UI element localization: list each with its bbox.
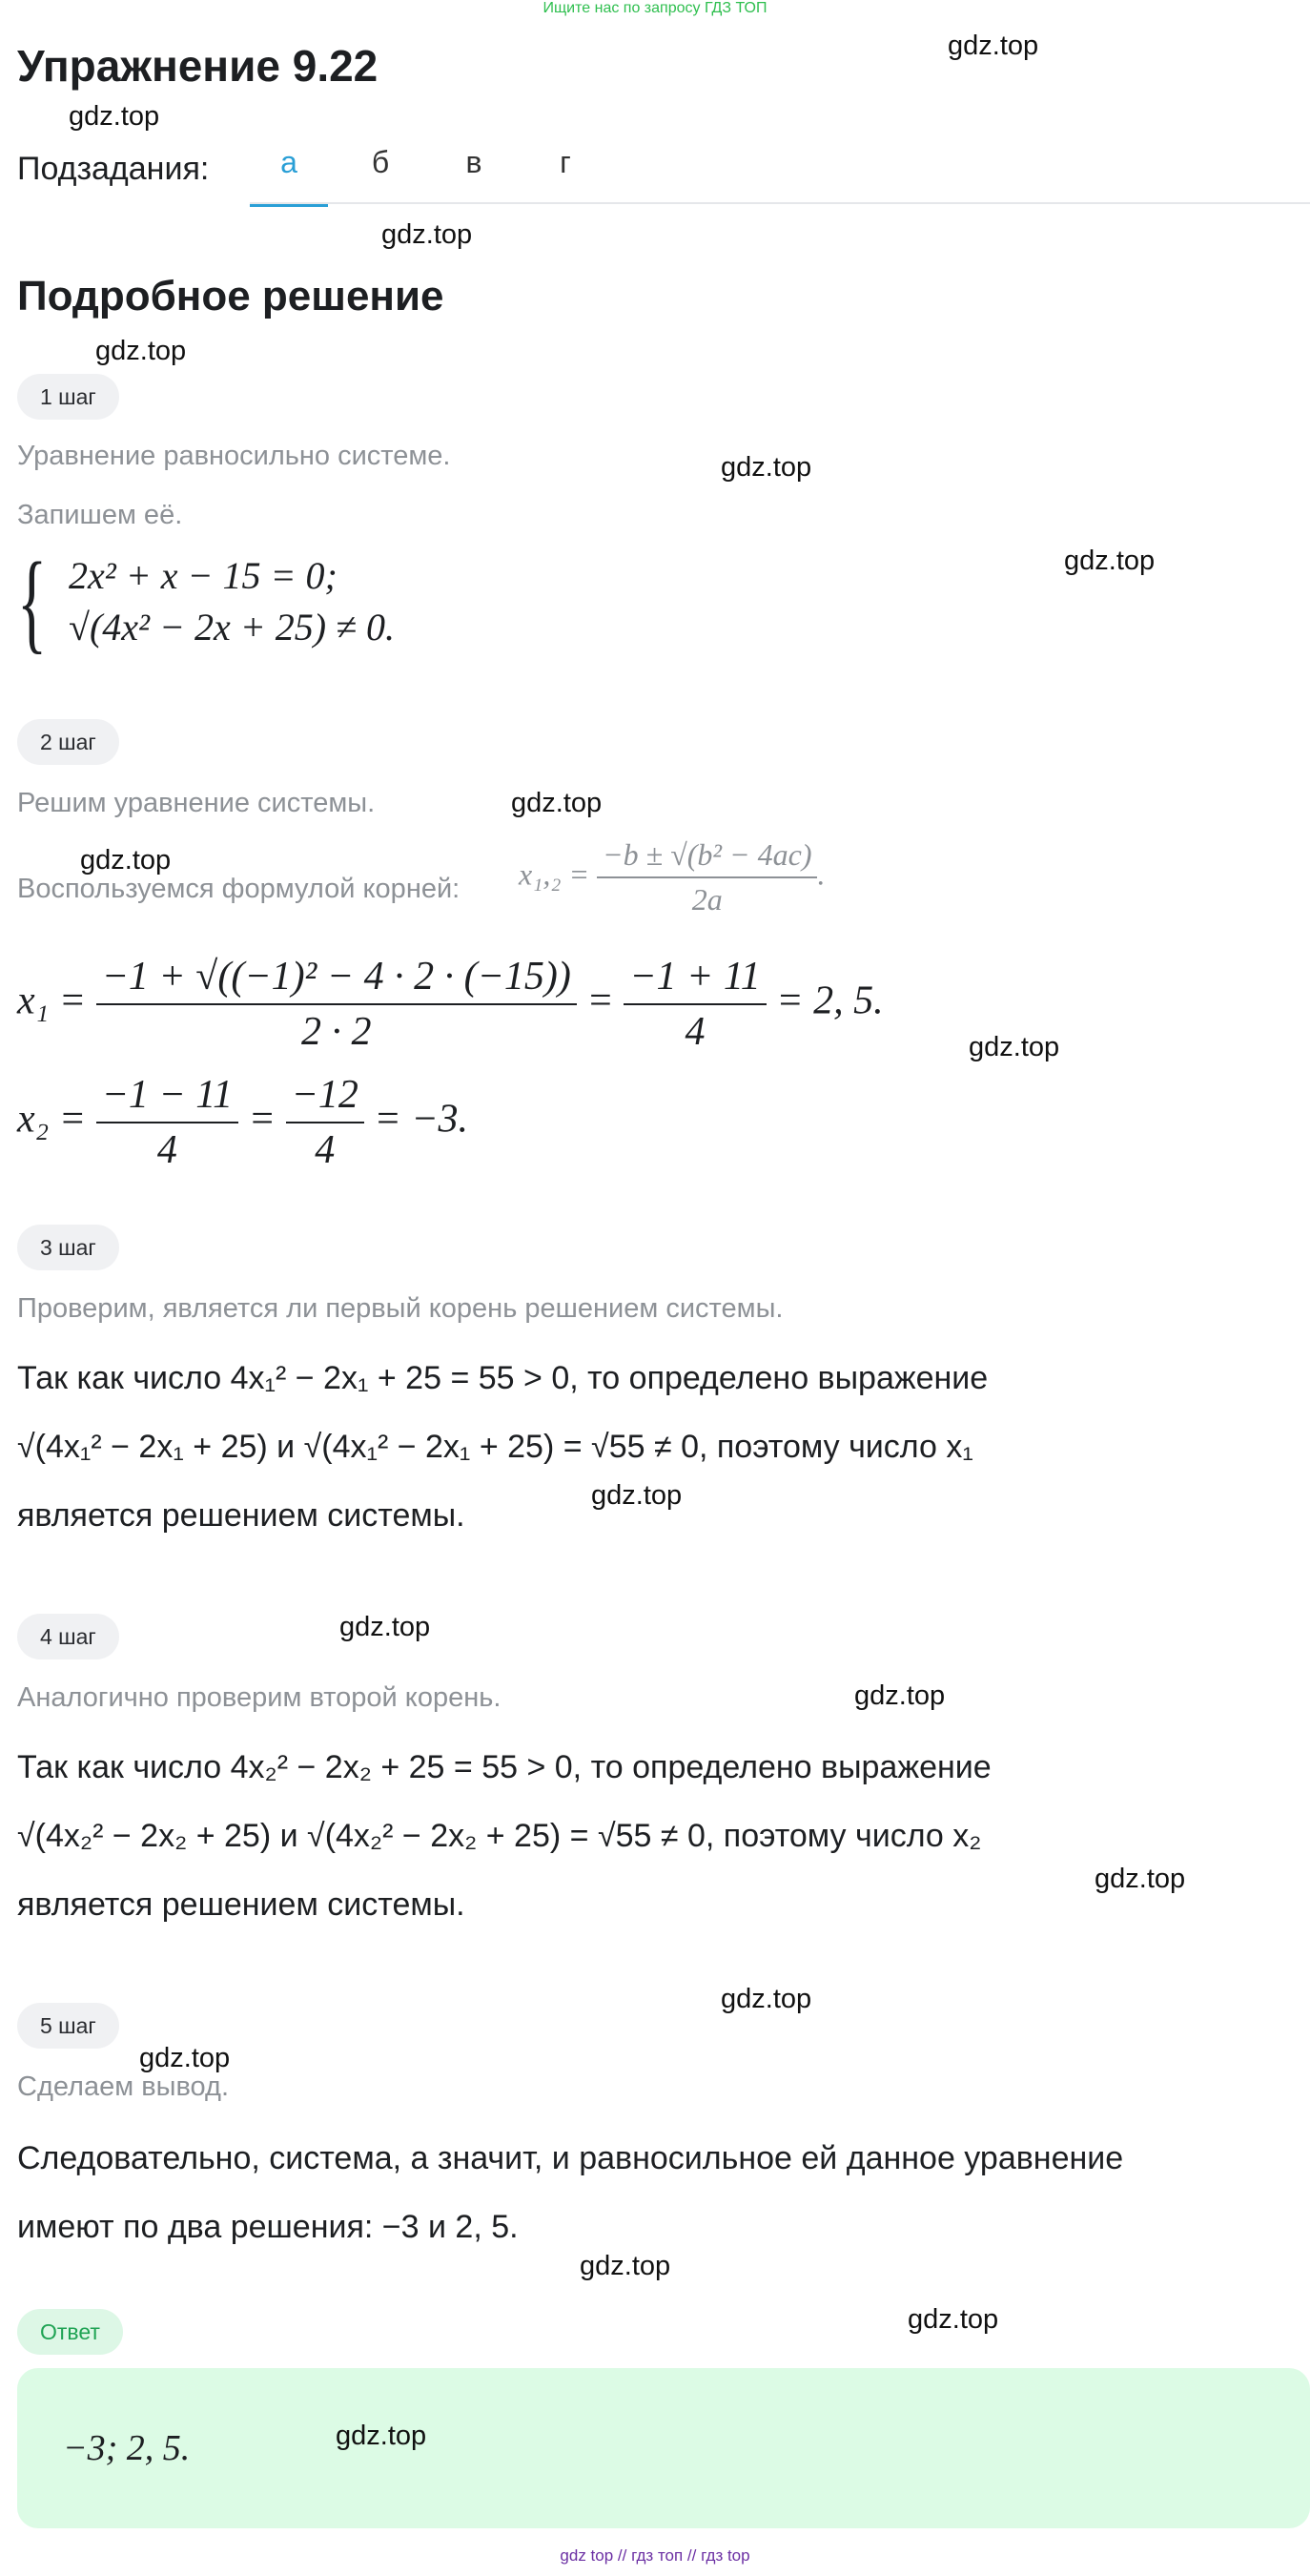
x1-fraction-2 bbox=[624, 954, 767, 1055]
answer-badge: Ответ bbox=[17, 2309, 123, 2355]
roots-formula-tail: . bbox=[817, 856, 826, 892]
x2-denominator: 4 bbox=[156, 1128, 177, 1172]
page-title: Упражнение 9.22 bbox=[17, 41, 379, 91]
system-equation-1: 2x² + x − 15 = 0; bbox=[69, 554, 338, 597]
step-2-line-2: Воспользуемся формулой корней: bbox=[17, 874, 461, 904]
roots-formula-numerator: −b ± √(b² − 4ac) bbox=[597, 837, 817, 878]
answer-box bbox=[17, 2368, 1310, 2528]
watermark: gdz.top bbox=[1064, 546, 1156, 576]
x1-lhs: x₁ = bbox=[17, 979, 87, 1023]
step-5-badge: 5 шаг bbox=[17, 2003, 119, 2049]
x1-equation bbox=[17, 954, 884, 1055]
watermark: gdz.top bbox=[95, 336, 187, 366]
watermark: gdz.top bbox=[80, 845, 172, 876]
watermark: gdz.top bbox=[381, 219, 473, 250]
watermark: gdz.top bbox=[1095, 1864, 1186, 1894]
subtasks-label: Подзадания: bbox=[17, 151, 210, 187]
step-4-badge: 4 шаг bbox=[17, 1614, 119, 1659]
x2-numerator: −1 − 11 bbox=[96, 1072, 239, 1123]
watermark: gdz.top bbox=[721, 1984, 812, 2014]
system-equation-2: √(4x² − 2x + 25) ≠ 0. bbox=[69, 606, 396, 649]
step-3-line-1: Проверим, является ли первый корень решением системы. bbox=[17, 1293, 784, 1324]
watermark: gdz.top bbox=[948, 31, 1039, 61]
step-4-text-2: √(4x₂² − 2x₂ + 25) и √(4x₂² − 2x₂ + 25) = √55 ≠ 0, поэтому число x₂ bbox=[17, 1818, 982, 1854]
step-5-text-1: Следовательно, система, а значит, и равносильное ей данное уравнение bbox=[17, 2140, 1124, 2176]
x2-result: = −3. bbox=[374, 1097, 469, 1142]
x1-denominator: 2 · 2 bbox=[300, 1010, 372, 1054]
step-4-text-3: является решением системы. bbox=[17, 1886, 465, 1923]
watermark: gdz.top bbox=[69, 101, 160, 132]
x2-fraction-2 bbox=[286, 1072, 364, 1173]
watermark: gdz.top bbox=[908, 2304, 999, 2335]
tab-subtask-g[interactable]: г bbox=[560, 145, 571, 179]
tab-subtask-v[interactable]: в bbox=[465, 145, 482, 179]
watermark: gdz.top bbox=[721, 452, 812, 483]
x2-fraction-1 bbox=[96, 1072, 239, 1173]
step-1-line-2: Запишем её. bbox=[17, 500, 183, 530]
tab-subtask-b[interactable]: б bbox=[371, 145, 390, 179]
system-brace: { bbox=[17, 539, 48, 664]
x1-equals: = bbox=[586, 979, 614, 1023]
x1-result: = 2, 5. bbox=[776, 979, 884, 1023]
step-1-line-1: Уравнение равносильно системе. bbox=[17, 441, 451, 471]
tabs-divider bbox=[250, 202, 1310, 204]
step-3-badge: 3 шаг bbox=[17, 1225, 119, 1270]
step-5-line-1: Сделаем вывод. bbox=[17, 2071, 230, 2102]
watermark: gdz.top bbox=[139, 2043, 231, 2073]
step-3-text-2: √(4x₁² − 2x₁ + 25) и √(4x₁² − 2x₁ + 25) = √55 ≠ 0, поэтому число x₁ bbox=[17, 1429, 973, 1465]
tab-subtask-a[interactable]: а bbox=[250, 145, 328, 207]
x2-lhs: x₂ = bbox=[17, 1097, 87, 1142]
roots-formula-denominator: 2a bbox=[691, 882, 723, 917]
x2-equals: = bbox=[248, 1097, 276, 1142]
x1-numerator: −1 + √((−1)² − 4 · 2 · (−15)) bbox=[96, 954, 577, 1005]
answer-value: −3; 2, 5. bbox=[63, 2428, 191, 2468]
step-3-text-1: Так как число 4x₁² − 2x₁ + 25 = 55 > 0, то определено выражение bbox=[17, 1360, 989, 1396]
section-title: Подробное решение bbox=[17, 273, 444, 319]
watermark: gdz.top bbox=[339, 1612, 431, 1642]
step-3-text-3: является решением системы. bbox=[17, 1497, 465, 1534]
step-4-text-1: Так как число 4x₂² − 2x₂ + 25 = 55 > 0, то определено выражение bbox=[17, 1749, 992, 1785]
watermark: gdz.top bbox=[511, 788, 603, 818]
roots-formula bbox=[519, 837, 825, 917]
footer-links[interactable]: gdz top // гдз топ // гдз top bbox=[560, 2546, 750, 2565]
x2-numerator-2: −12 bbox=[286, 1072, 364, 1123]
watermark: gdz.top bbox=[336, 2421, 427, 2451]
x2-denominator-2: 4 bbox=[315, 1128, 336, 1172]
step-2-line-1: Решим уравнение системы. bbox=[17, 788, 376, 818]
x2-equation bbox=[17, 1072, 468, 1173]
x1-denominator-2: 4 bbox=[685, 1010, 706, 1054]
search-hint-banner: Ищите нас по запросу ГДЗ ТОП bbox=[542, 0, 768, 16]
watermark: gdz.top bbox=[580, 2251, 671, 2281]
watermark: gdz.top bbox=[969, 1032, 1060, 1062]
step-1-badge: 1 шаг bbox=[17, 374, 119, 420]
x1-numerator-2: −1 + 11 bbox=[624, 954, 767, 1005]
roots-formula-lhs: x₁,₂ = bbox=[519, 856, 590, 892]
x1-fraction-1 bbox=[96, 954, 577, 1055]
watermark: gdz.top bbox=[854, 1680, 946, 1711]
step-5-text-2: имеют по два решения: −3 и 2, 5. bbox=[17, 2209, 519, 2245]
roots-formula-fraction bbox=[597, 837, 817, 917]
watermark: gdz.top bbox=[591, 1480, 683, 1511]
step-4-line-1: Аналогично проверим второй корень. bbox=[17, 1682, 501, 1713]
step-2-badge: 2 шаг bbox=[17, 719, 119, 765]
